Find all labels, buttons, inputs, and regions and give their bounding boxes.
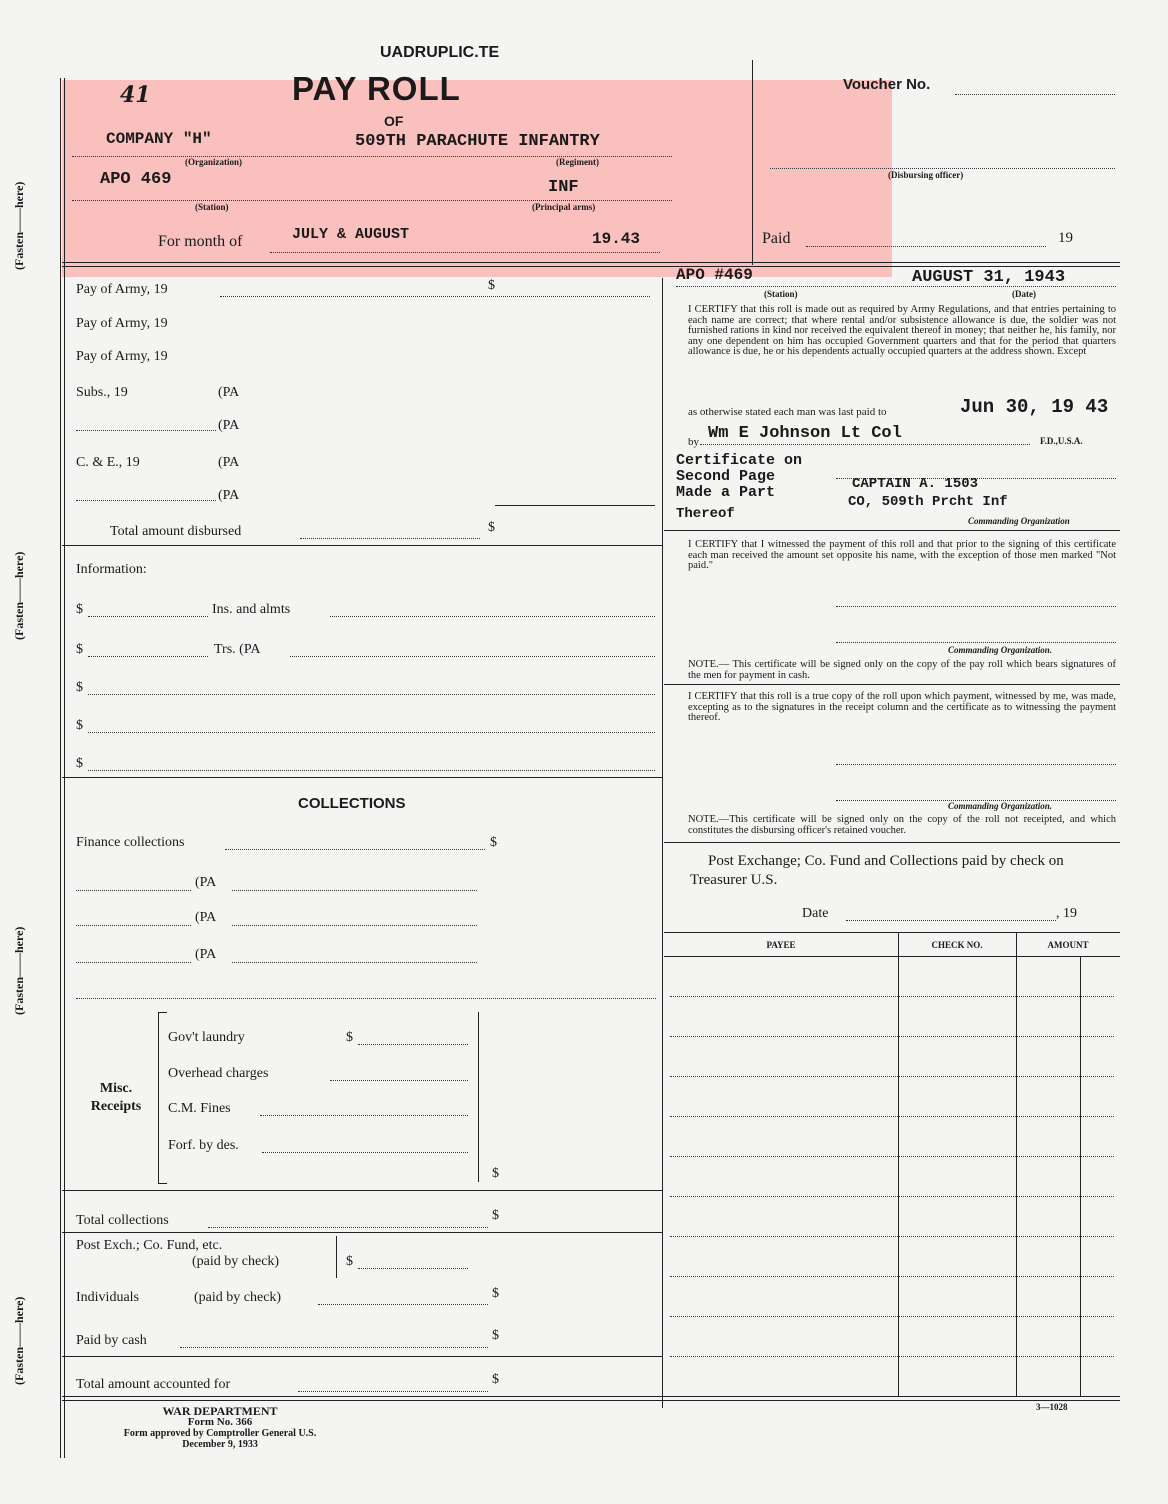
- table-row-line-1: [670, 996, 1114, 997]
- individuals-dollar: $: [492, 1286, 499, 1301]
- fasten-label-3: (Fasten——here): [12, 926, 26, 1015]
- officer-name: Wm E Johnson Lt Col: [708, 424, 902, 443]
- post-exch-line: [358, 1268, 468, 1269]
- header-bottom-rule: [62, 262, 1120, 267]
- table-row-line-4: [670, 1116, 1114, 1117]
- cert-line-1: Certificate on: [676, 452, 803, 469]
- collections-blank-line: [76, 998, 656, 999]
- individuals-label: Individuals: [76, 1290, 139, 1305]
- stamp-number: 41: [120, 82, 151, 108]
- info-dollar-1: $: [76, 602, 83, 617]
- total-disbursed-line: [300, 538, 480, 539]
- individuals-line: [318, 1304, 488, 1305]
- right-station-value: APO #469: [676, 266, 753, 284]
- misc-forf-line: [262, 1152, 468, 1153]
- bottom-rule: [62, 1396, 1120, 1401]
- pa-label-1: (PA: [218, 385, 240, 400]
- date-field-label: Date: [802, 906, 829, 921]
- table-col-1: [898, 932, 899, 1396]
- total-collections-label: Total collections: [76, 1213, 169, 1228]
- principal-arms-label: (Principal arms): [532, 202, 596, 212]
- paid-label: Paid: [762, 230, 791, 247]
- left-border: [60, 78, 65, 1458]
- individuals-check-label: (paid by check): [194, 1290, 282, 1305]
- officer-line: [700, 444, 1030, 445]
- collections-pa-1: (PA: [195, 875, 217, 890]
- info-dollar-3: $: [76, 680, 83, 695]
- post-exch-label: Post Exch.; Co. Fund, etc.: [76, 1238, 223, 1253]
- post-exch-check-label: (paid by check): [192, 1254, 280, 1269]
- center-divider-top: [752, 60, 753, 265]
- collections-rule: [62, 1232, 662, 1233]
- company-value: COMPANY "H": [106, 130, 212, 148]
- info-dollar-5: $: [76, 756, 83, 771]
- commanding-org-label-1: Commanding Organization.: [948, 645, 1053, 655]
- disbursing-line: [770, 168, 1115, 169]
- copy-label: UADRUPLIC.TE: [380, 44, 500, 61]
- section-rule-2: [62, 777, 662, 778]
- collections-pa-1-line: [76, 890, 191, 891]
- page-title: PAY ROLL: [292, 70, 461, 107]
- finance-collections-label: Finance collections: [76, 835, 185, 850]
- note-1: NOTE.— This certificate will be signed only on the copy of the pay roll which bears signatures of the men for payment in cash.: [688, 659, 1116, 681]
- dollar-1: $: [488, 278, 495, 293]
- info-line-1b: [330, 616, 655, 617]
- info-dollar-4: $: [76, 718, 83, 733]
- info-line-1a: [88, 616, 208, 617]
- finance-line: [225, 849, 485, 850]
- date-field-line: [846, 920, 1056, 921]
- misc-bottom-rule: [62, 1190, 662, 1191]
- fasten-label-4: (Fasten——here): [12, 1296, 26, 1385]
- otherwise-text: as otherwise stated each man was last paid to: [688, 406, 887, 418]
- cert-line-4: Thereof: [676, 506, 735, 522]
- total-accounted-label: Total amount accounted for: [76, 1377, 231, 1392]
- station-label: (Station): [195, 202, 229, 212]
- table-header-amount: AMOUNT: [1047, 940, 1089, 950]
- collections-pa-3-line-b: [232, 962, 477, 963]
- misc-laundry-dollar: $: [346, 1030, 353, 1045]
- misc-column-line: [478, 1012, 479, 1182]
- finance-dollar: $: [490, 835, 497, 850]
- table-row-line-2: [670, 1036, 1114, 1037]
- witness-sign-line-2: [836, 642, 1116, 643]
- month-value: JULY & AUGUST: [292, 226, 410, 243]
- total-collections-dollar: $: [492, 1208, 499, 1223]
- table-row-line-3: [670, 1076, 1114, 1077]
- misc-laundry-line: [358, 1044, 468, 1045]
- cert-line-2: Second Page: [676, 468, 776, 485]
- table-header-payee: PAYEE: [766, 940, 796, 950]
- pa-label-2: (PA: [218, 418, 240, 433]
- paid-by-cash-label: Paid by cash: [76, 1333, 147, 1348]
- total-collections-line: [208, 1227, 488, 1228]
- date-field-year: , 19: [1056, 906, 1077, 921]
- paid-by-cash-dollar: $: [492, 1328, 499, 1343]
- right-rule-3: [664, 842, 1120, 843]
- pay-row-3: Pay of Army, 19: [76, 349, 168, 364]
- section-rule-1: [62, 545, 662, 546]
- form-code: 3—1028: [1036, 1402, 1068, 1412]
- table-col-2: [1016, 932, 1017, 1396]
- collections-pa-2: (PA: [195, 910, 217, 925]
- table-header-rule: [664, 956, 1120, 957]
- collections-pa-2-line-b: [232, 925, 477, 926]
- subtotal-rule: [495, 505, 655, 506]
- dollar-total-disbursed: $: [488, 520, 495, 535]
- info-line-3: [88, 694, 655, 695]
- total-accounted-line: [298, 1391, 488, 1392]
- info-line-5: [88, 770, 655, 771]
- paid-line: [806, 246, 1046, 247]
- right-station-line: [676, 286, 1116, 287]
- by-label: by: [688, 436, 699, 448]
- post-exchange-text: Post Exchange; Co. Fund and Collections paid by check on Treasurer U.S.: [690, 853, 1064, 888]
- organization-label: (Organization): [185, 157, 242, 167]
- disbursing-officer-label: (Disbursing officer): [888, 170, 964, 180]
- of-label: OF: [384, 113, 404, 129]
- fasten-label-1: (Fasten——here): [12, 181, 26, 270]
- cert-line-3: Made a Part: [676, 484, 776, 501]
- info-dollar-2: $: [76, 642, 83, 657]
- last-paid-date: Jun 30, 19 43: [960, 396, 1109, 418]
- table-row-line-8: [670, 1276, 1114, 1277]
- right-rule-1: [664, 530, 1120, 531]
- ce-label: C. & E., 19: [76, 455, 140, 470]
- total-disbursed-label: Total amount disbursed: [110, 524, 242, 539]
- year-value: 19.43: [592, 230, 641, 248]
- trs-label: Trs. (PA: [214, 642, 261, 657]
- regiment-value: 509TH PARACHUTE INFANTRY: [355, 132, 600, 151]
- signer-line-2: CO, 509th Prcht Inf: [848, 494, 1008, 510]
- cash-rule: [62, 1356, 662, 1357]
- right-rule-2: [664, 684, 1120, 685]
- footer-date: December 9, 1933: [182, 1439, 258, 1450]
- info-line-2a: [88, 656, 208, 657]
- pa-label-3: (PA: [218, 455, 240, 470]
- right-date-value: AUGUST 31, 1943: [912, 268, 1066, 287]
- pay-row-1-line: [220, 296, 650, 297]
- subs-label: Subs., 19: [76, 385, 128, 400]
- fdusa-label: F.D.,U.S.A.: [1040, 436, 1083, 446]
- certify-text-1: I CERTIFY that this roll is made out as required by Army Regulations, and that entries pertaining to each name are correct; that where rental and/or subsistence allowance is due, the soldier was not furnished rations in kind nor received the equivalent thereof in money; that neither he, his family, nor any one dependent on him has occupied Government quarters and that for the period that quarters allowance is due, he or his dependents actually occupied quarters at the address shown. Except: [688, 304, 1116, 357]
- misc-fines-line: [260, 1115, 468, 1116]
- collections-pa-1-line-b: [232, 890, 477, 891]
- collections-pa-3: (PA: [195, 947, 217, 962]
- misc-item-fines: C.M. Fines: [168, 1101, 231, 1116]
- commanding-org-label-2: Commanding Organization.: [948, 801, 1053, 811]
- collections-pa-3-line: [76, 962, 191, 963]
- ins-label: Ins. and almts: [212, 602, 291, 617]
- misc-total-dollar: $: [492, 1166, 499, 1181]
- month-line: [270, 252, 660, 253]
- total-accounted-dollar: $: [492, 1372, 499, 1387]
- footer-dept: WAR DEPARTMENT: [162, 1404, 278, 1418]
- table-row-line-10: [670, 1356, 1114, 1357]
- subs-line-1: [76, 430, 216, 431]
- misc-brace: [158, 1012, 167, 1184]
- table-header-check: CHECK NO.: [931, 940, 983, 950]
- station-line: [72, 200, 672, 201]
- misc-receipts-label: Misc. Receipts: [90, 1081, 142, 1114]
- signer-line-3: Commanding Organization: [968, 516, 1070, 526]
- note-2: NOTE.—This certificate will be signed only on the copy of the roll not receipted, and which constitutes the disbursing officer's retained voucher.: [688, 814, 1116, 836]
- collections-heading: COLLECTIONS: [298, 795, 406, 812]
- table-row-line-7: [670, 1236, 1114, 1237]
- arms-value: INF: [548, 178, 579, 197]
- footer-approved: Form approved by Comptroller General U.S.: [123, 1428, 317, 1439]
- collections-pa-2-line: [76, 925, 191, 926]
- paid-year: 19: [1058, 230, 1073, 246]
- voucher-line: [955, 94, 1115, 95]
- pay-row-1: Pay of Army, 19: [76, 282, 168, 297]
- paid-by-cash-line: [180, 1347, 488, 1348]
- post-exch-divider: [336, 1236, 337, 1278]
- signer-line-1: CAPTAIN A. 1503: [852, 476, 979, 492]
- certify-text-2: I CERTIFY that I witnessed the payment of this roll and that prior to the signing of this certificate each man received the amount set opposite his name, with the exception of those men marked "Not paid.": [688, 539, 1116, 571]
- table-row-line-6: [670, 1196, 1114, 1197]
- misc-item-overhead: Overhead charges: [168, 1066, 269, 1081]
- witness-sign-line: [836, 606, 1116, 607]
- ce-line-1: [76, 500, 216, 501]
- regiment-label: (Regiment): [556, 157, 599, 167]
- table-row-line-5: [670, 1156, 1114, 1157]
- pay-row-2: Pay of Army, 19: [76, 316, 168, 331]
- voucher-label: Voucher No.: [843, 76, 931, 93]
- center-divider: [662, 278, 663, 1408]
- right-station-label: (Station): [764, 289, 798, 299]
- info-line-4: [88, 732, 655, 733]
- table-top-rule: [664, 932, 1120, 933]
- misc-item-forf: Forf. by des.: [168, 1138, 239, 1153]
- misc-item-laundry: Gov't laundry: [168, 1030, 245, 1045]
- post-exch-dollar: $: [346, 1254, 353, 1269]
- footer-form: Form No. 366: [187, 1416, 253, 1428]
- station-value: APO 469: [100, 170, 172, 189]
- pa-label-4: (PA: [218, 488, 240, 503]
- table-row-line-9: [670, 1316, 1114, 1317]
- copy-sign-line: [836, 764, 1116, 765]
- table-col-3: [1080, 956, 1081, 1396]
- fasten-label-2: (Fasten——here): [12, 551, 26, 640]
- for-month-label: For month of: [158, 233, 243, 250]
- information-label: Information:: [76, 562, 147, 577]
- info-line-2b: [290, 656, 655, 657]
- certify-text-3: I CERTIFY that this roll is a true copy of the roll upon which payment, witnessed by me, was made, excepting as to the signatures in the receipt column and the certificate as to witnessing the payment thereof.: [688, 691, 1116, 723]
- misc-overhead-line: [330, 1080, 468, 1081]
- right-date-label: (Date): [1012, 289, 1036, 299]
